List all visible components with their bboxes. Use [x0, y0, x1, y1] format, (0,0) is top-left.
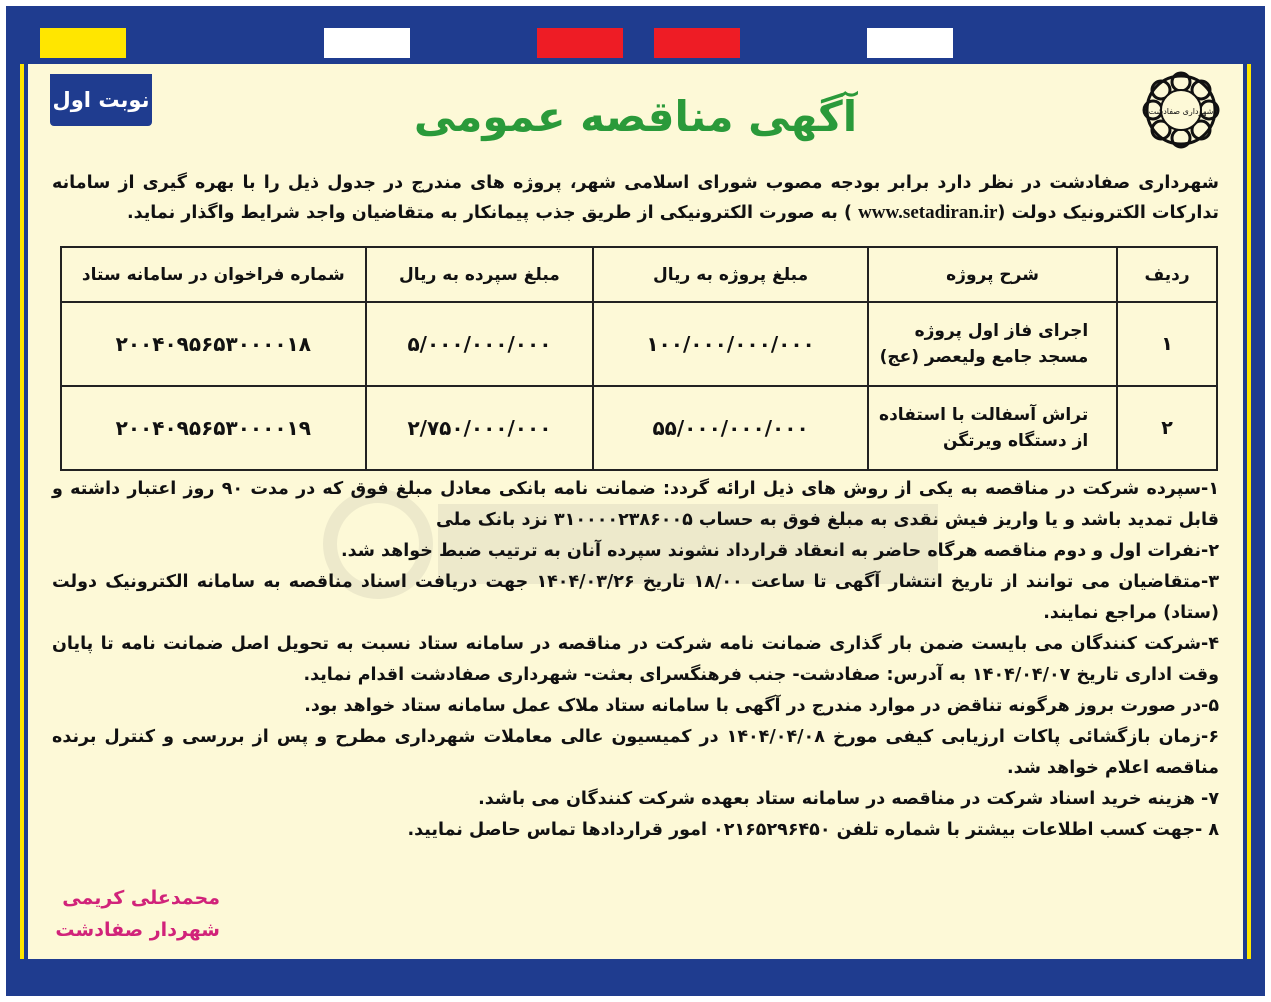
- col-header-amount: مبلغ پروژه به ریال: [593, 247, 868, 302]
- row-description: [868, 302, 1117, 386]
- svg-text:شهرداری صفادشت: شهرداری صفادشت: [1148, 107, 1214, 116]
- term-item: ۲-نفرات اول و دوم مناقصه هرگاه حاضر به انعقاد قرارداد نشوند سپرده آنان به ترتیب ضبط خواهد شد.: [340, 541, 1219, 561]
- signer-name: محمدعلی کریمی: [62, 887, 220, 909]
- row-deposit: ۵/۰۰۰/۰۰۰/۰۰۰: [366, 302, 594, 386]
- description-line: مسجد جامع ولیعصر (عج): [879, 347, 1089, 367]
- row-tender-code: ۲۰۰۴۰۹۵۶۵۳۰۰۰۰۱۹: [61, 386, 366, 470]
- ad-frame: [6, 6, 1265, 996]
- description-line: از دستگاه ویرتگن: [942, 431, 1089, 451]
- table-row: [61, 302, 1217, 386]
- col-header-index: ردیف: [1117, 247, 1217, 302]
- red-swatch: [654, 28, 740, 58]
- term-item: ۱-سپرده شرکت در مناقصه به یکی از روش های ذیل ارائه گردد: ضمانت نامه بانکی معادل مبلغ فوق که در مدت ۹۰ روز اعتبار داشته و قابل تمدید باشد و یا واریز فیش نقدی به مبلغ فوق به حساب ۳۱۰۰۰۰۲۳۸۶۰۰۵ نزد بانک ملی: [52, 479, 1220, 530]
- row-index: ۱: [1117, 302, 1217, 386]
- row-deposit: ۲/۷۵۰/۰۰۰/۰۰۰: [366, 386, 594, 470]
- term-item: ۸ -جهت کسب اطلاعات بیشتر با شماره تلفن ۰۲۱۶۵۲۹۶۴۵۰ امور قراردادها تماس حاصل نمایید.: [407, 820, 1219, 840]
- row-index: ۲: [1117, 386, 1217, 470]
- white-swatch: [324, 28, 410, 58]
- description-line: اجرای فاز اول پروژه: [914, 321, 1089, 341]
- intro-text: شهرداری صفادشت در نظر دارد برابر بودجه مصوب شورای اسلامی شهر، پروژه های مندرج در جدول ذیل را با بهره گیری از سامانه تدارکات الکترونیک دولت (: [52, 173, 1219, 223]
- yellow-swatch: [40, 28, 126, 58]
- intro-tail: ) به صورت الکترونیکی از طریق جذب پیمانکار به متقاضیان واجد شرایط واگذار نماید.: [126, 203, 859, 223]
- term-item: ۶-زمان بازگشائی پاکات ارزیابی کیفی مورخ ۱۴۰۴/۰۴/۰۸ در کمیسیون عالی معاملات شهرداری مطرح و پس از بررسی و کنترل برنده مناقصه اعلام خواهد شد.: [52, 727, 1219, 778]
- term-item: ۷- هزینه خرید اسناد شرکت در مناقصه در سامانه ستاد بعهده شرکت کنندگان می باشد.: [478, 789, 1219, 809]
- row-amount: ۱۰۰/۰۰۰/۰۰۰/۰۰۰: [593, 302, 868, 386]
- table-header-row: [61, 247, 1217, 302]
- row-description: [868, 386, 1117, 470]
- signer-role: شهردار صفادشت: [55, 919, 220, 941]
- col-header-deposit: مبلغ سپرده به ریال: [366, 247, 594, 302]
- terms-list: [52, 474, 1219, 846]
- projects-table: [60, 246, 1218, 471]
- white-swatch: [867, 28, 953, 58]
- intro-paragraph: [52, 168, 1219, 228]
- term-item: ۵-در صورت بروز هرگونه تناقض در موارد مندرج در آگهی با سامانه ستاد ملاک عمل سامانه ستاد خواهد بود.: [304, 696, 1219, 716]
- edition-badge: نوبت اول: [50, 74, 152, 126]
- col-header-description: شرح پروژه: [868, 247, 1117, 302]
- setad-url-link[interactable]: www.setadiran.ir: [858, 202, 998, 223]
- right-yellow-bar: [1247, 64, 1251, 959]
- red-swatch: [537, 28, 623, 58]
- description-line: تراش آسفالت با استفاده: [879, 405, 1089, 425]
- col-header-tender-code: شماره فراخوان در سامانه ستاد: [61, 247, 366, 302]
- row-tender-code: ۲۰۰۴۰۹۵۶۵۳۰۰۰۰۱۸: [61, 302, 366, 386]
- term-item: ۴-شرکت کنندگان می بایست ضمن بار گذاری ضمانت نامه شرکت در مناقصه در سامانه ستاد نسبت به تحویل اصل ضمانت نامه تا پایان وقت اداری تاریخ ۱۴۰۴/۰۴/۰۷ به آدرس: صفادشت- جنب فرهنگسرای بعثت- شهرداری صفادشت اقدام نماید.: [52, 634, 1219, 685]
- color-strip: [6, 6, 1265, 64]
- row-amount: ۵۵/۰۰۰/۰۰۰/۰۰۰: [593, 386, 868, 470]
- term-item: ۳-متقاضیان می توانند از تاریخ انتشار آگهی تا ساعت ۱۸/۰۰ تاریخ ۱۴۰۴/۰۳/۲۶ جهت دریافت اسناد مناقصه به سامانه الکترونیک دولت (ستاد) مراجع نمایند.: [52, 572, 1219, 623]
- table-row: [61, 386, 1217, 470]
- signature-block: [50, 882, 220, 946]
- ad-panel: [28, 64, 1243, 959]
- left-yellow-bar: [20, 64, 24, 959]
- notice-title: آگهی مناقصه عمومی: [413, 92, 858, 141]
